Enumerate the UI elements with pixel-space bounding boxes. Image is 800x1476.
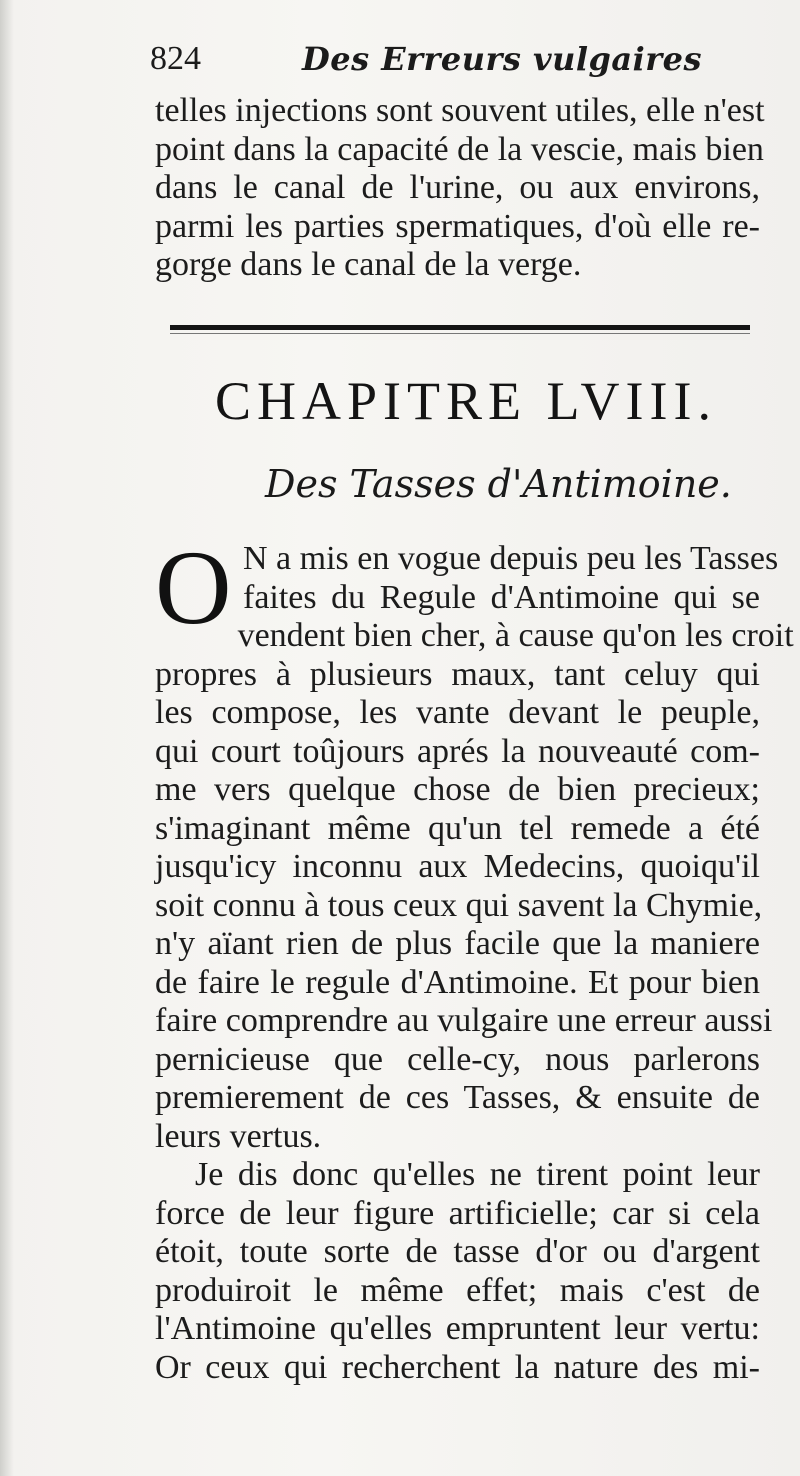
text-line: n'y aïant rien de plus facile que la maniere xyxy=(155,925,760,962)
page-number: 824 xyxy=(150,40,201,77)
paragraph xyxy=(155,529,794,1156)
continued-paragraph xyxy=(155,92,765,285)
text-line: gorge dans le canal de la verge. xyxy=(155,246,582,283)
chapter-subtitle: Des Tasses d'Antimoine. xyxy=(265,462,732,506)
text-line: N a mis en vogue depuis peu les Tasses xyxy=(243,540,779,577)
text-line: leurs vertus. xyxy=(155,1117,322,1155)
text-line: soit connu à tous ceux qui savent la Chymie, xyxy=(155,886,763,924)
text-line: pernicieuse que celle-cy, nous parlerons xyxy=(155,1040,760,1078)
text-line: étoit, toute sorte de tasse d'or ou d'argent xyxy=(155,1233,760,1270)
text-line: Je dis donc qu'elles ne tirent point leur xyxy=(195,1156,760,1193)
chapter-title: CHAPITRE LVIII. xyxy=(215,371,717,431)
text-line: propres à plusieurs maux, tant celuy qui xyxy=(155,655,760,693)
text-line: telles injections sont souvent utiles, elle n'est xyxy=(155,92,765,129)
text-line: les compose, les vante devant le peuple, xyxy=(155,694,760,731)
text-line: parmi les parties spermatiques, d'où elle re- xyxy=(155,207,760,245)
text-line: vendent bien cher, à cause qu'on les croit xyxy=(237,617,794,654)
section-divider-rule xyxy=(170,325,750,330)
text-line: s'imaginant même qu'un tel remede a été xyxy=(155,809,760,847)
section-divider-thin-rule xyxy=(170,333,750,334)
text-line: l'Antimoine qu'elles empruntent leur vertu: xyxy=(155,1310,760,1347)
text-line: premierement de ces Tasses, & ensuite de xyxy=(155,1079,760,1116)
running-title: Des Erreurs vulgaires xyxy=(302,40,703,78)
page-gutter-shadow xyxy=(0,0,14,1476)
text-line: de faire le regule d'Antimoine. Et pour bien xyxy=(155,963,760,1001)
text-line: jusqu'icy inconnu aux Medecins, quoiqu'il xyxy=(155,848,760,885)
text-line: faites du Regule d'Antimoine qui se xyxy=(243,578,760,616)
text-line: qui court toûjours aprés la nouveauté com- xyxy=(155,732,760,770)
paragraph xyxy=(155,1156,760,1387)
text-line: dans le canal de l'urine, ou aux environs, xyxy=(155,169,760,206)
text-line: faire comprendre au vulgaire une erreur aussi xyxy=(155,1002,773,1039)
text-line: produiroit le même effet; mais c'est de xyxy=(155,1271,760,1309)
text-line: Or ceux qui recherchent la nature des mi- xyxy=(155,1348,760,1386)
page-header xyxy=(150,40,770,100)
text-line: force de leur figure artificielle; car si cela xyxy=(155,1194,760,1232)
text-line: point dans la capacité de la vescie, mais bien xyxy=(155,130,764,168)
chapter-body xyxy=(155,529,794,1387)
drop-cap: O xyxy=(155,529,232,646)
text-line: me vers quelque chose de bien precieux; xyxy=(155,771,760,808)
